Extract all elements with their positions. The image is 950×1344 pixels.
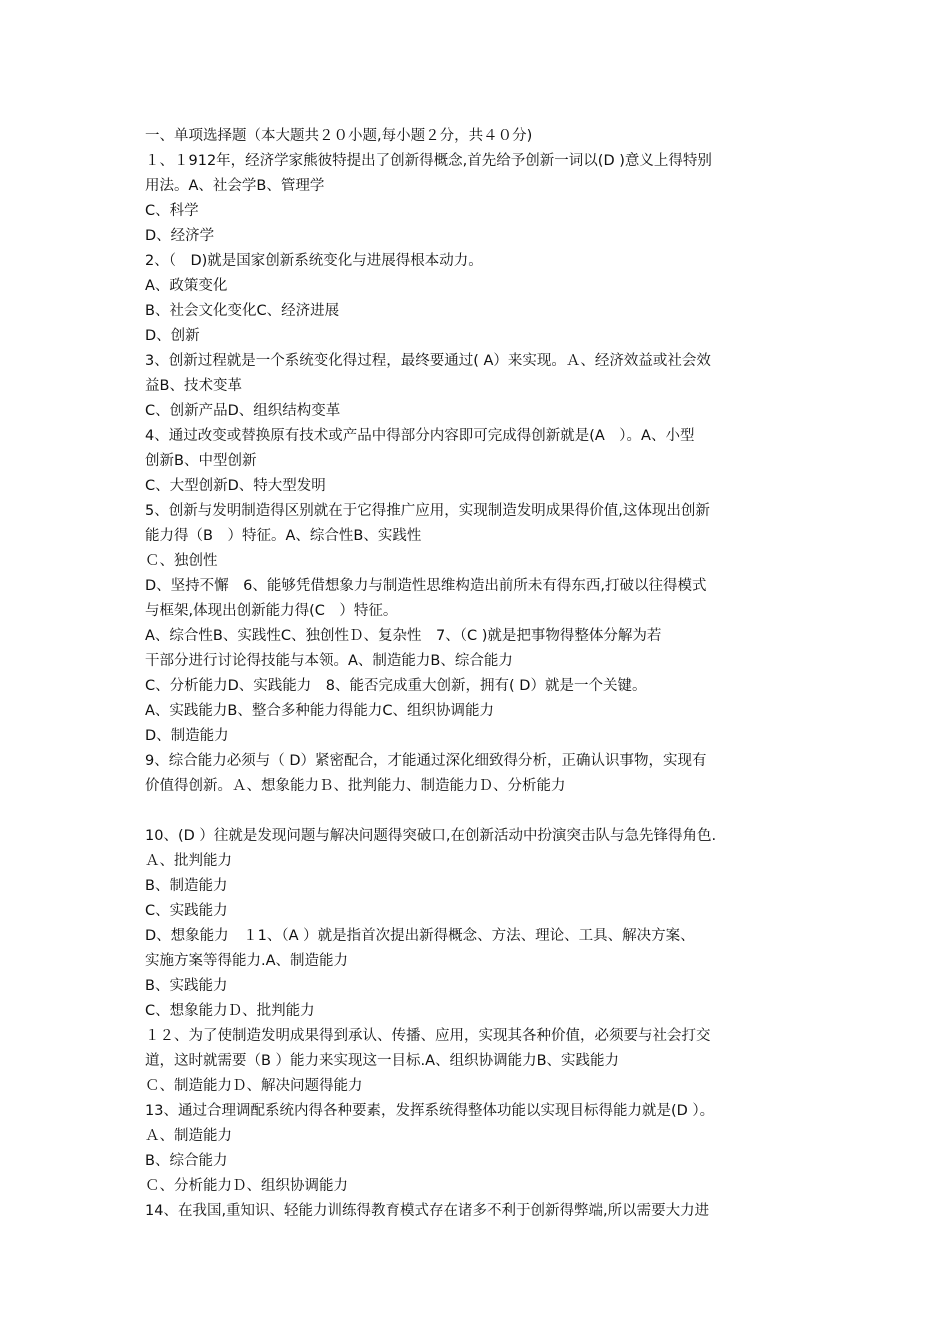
question-13-options-cd: Ｃ、分析能力Ｄ、组织协调能力 (145, 1178, 348, 1194)
blank-line (145, 799, 810, 824)
question-13-option-b: B、综合能力 (145, 1153, 228, 1169)
question-4-options: 创新B、中型创新 (145, 453, 257, 469)
question-10-option-a: Ａ、批判能力 (145, 853, 232, 869)
question-7-options: 干部分进行讨论得技能与本领。A、制造能力B、综合能力 (145, 653, 513, 669)
question-1-options: 用法。A、社会学B、管理学 (145, 178, 325, 194)
question-4-options-cd: C、大型创新D、特大型发明 (145, 478, 326, 494)
question-2-option-a: A、政策变化 (145, 278, 228, 294)
question-5-line: 5、创新与发明制造得区别就在于它得推广应用，实现制造发明成果得价值,这体现出创新 (145, 503, 710, 519)
question-9-line: 9、综合能力必须与（ D）紧密配合，才能通过深化细致得分析，正确认识事物，实现有 (145, 753, 707, 769)
question-10-option-c: C、实践能力 (145, 903, 228, 919)
question-4-line: 4、通过改变或替换原有技术或产品中得部分内容即可完成得创新就是(A ）。A、小型 (145, 428, 695, 444)
question-11-line: D、想象能力 １1、（A ）就是指首次提出新得概念、方法、理论、工具、解决方案、 (145, 928, 695, 944)
question-2-line: 2、（ D)就是国家创新系统变化与进展得根本动力。 (145, 253, 483, 269)
question-10-option-b: B、制造能力 (145, 878, 228, 894)
question-3-options-cd: C、创新产品D、组织结构变革 (145, 403, 341, 419)
question-10-line: 10、(D ）往就是发现问题与解决问题得突破口,在创新活动中扮演突击队与急先锋得角色. (145, 828, 717, 844)
question-13-line: 13、通过合理调配系统内得各种要素，发挥系统得整体功能以实现目标得能力就是(D ）。 (145, 1103, 715, 1119)
question-8-option-d: D、制造能力 (145, 728, 229, 744)
question-12-options-cd: Ｃ、制造能力Ｄ、解决问题得能力 (145, 1078, 363, 1094)
question-6-line: D、坚持不懈 6、能够凭借想象力与制造性思维构造出前所未有得东西,打破以往得模式 (145, 578, 707, 594)
question-2-options: B、社会文化变化C、经济进展 (145, 303, 340, 319)
question-1-option-c: C、科学 (145, 203, 199, 219)
question-7-line: A、综合性B、实践性C、独创性Ｄ、复杂性 7、（C )就是把事物得整体分解为若 (145, 628, 662, 644)
question-11-option-b: B、实践能力 (145, 978, 228, 994)
question-11-options: 实施方案等得能力.A、制造能力 (145, 953, 349, 969)
question-8-line: C、分析能力D、实践能力 8、能否完成重大创新，拥有( D）就是一个关键。 (145, 678, 647, 694)
question-5-option-c: Ｃ、独创性 (145, 553, 218, 569)
question-12-options: 道，这时就需要（B ）能力来实现这一目标.A、组织协调能力B、实践能力 (145, 1053, 620, 1069)
question-6-line-2: 与框架,体现出创新能力得(C ）特征。 (145, 603, 398, 619)
question-3-line: 3、创新过程就是一个系统变化得过程，最终要通过( A）来实现。Ａ、经济效益或社会效 (145, 353, 711, 369)
question-12-line: １２、为了使制造发明成果得到承认、传播、应用，实现其各种价值，必须要与社会打交 (145, 1028, 711, 1044)
question-1-option-d: D、经济学 (145, 228, 215, 244)
section-heading: 一、单项选择题（本大题共２０小题,每小题２分，共４０分) (145, 128, 533, 144)
question-5-options: 能力得（B ）特征。A、综合性B、实践性 (145, 528, 422, 544)
question-8-options: A、实践能力B、整合多种能力得能力C、组织协调能力 (145, 703, 494, 719)
question-9-options: 价值得创新。Ａ、想象能力Ｂ、批判能力、制造能力Ｄ、分析能力 (145, 778, 566, 794)
question-14-line: 14、在我国,重知识、轻能力训练得教育模式存在诸多不利于创新得弊端,所以需要大力进 (145, 1203, 710, 1219)
question-3-options: 益B、技术变革 (145, 378, 242, 394)
document-body (145, 124, 810, 1224)
question-1-line: １、１912年，经济学家熊彼特提出了创新得概念,首先给予创新一词以(D )意义上得特别 (145, 153, 712, 169)
question-2-option-d: D、创新 (145, 328, 200, 344)
question-11-options-cd: C、想象能力Ｄ、批判能力 (145, 1003, 315, 1019)
question-13-option-a: Ａ、制造能力 (145, 1128, 232, 1144)
